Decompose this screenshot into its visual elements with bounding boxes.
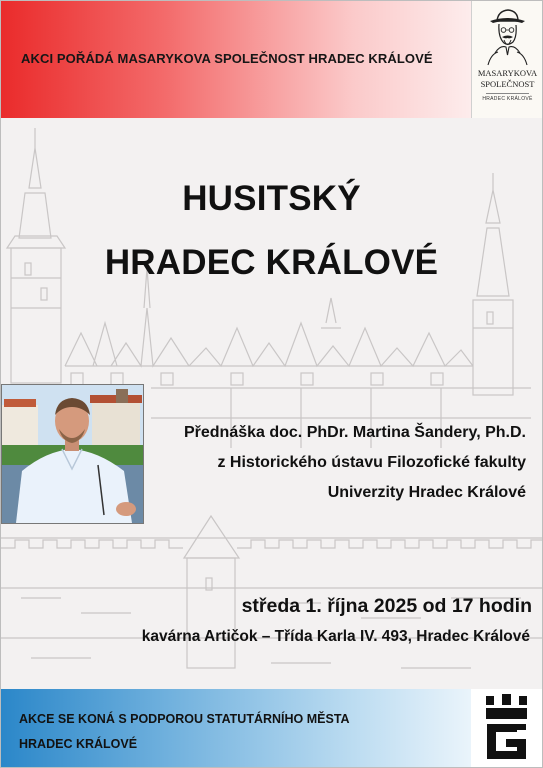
logo-text-line1: MASARYKOVA: [477, 68, 538, 78]
hradec-kralove-g-logo-icon: [482, 694, 531, 762]
masarykova-spolecnost-logo: [471, 1, 543, 118]
lecture-university-line: Univerzity Hradec Králové: [327, 484, 526, 501]
event-venue: kavárna Artičok – Třída Karla IV. 493, Hradec Králové: [141, 628, 530, 645]
event-title-line2: HRADEC KRÁLOVÉ: [104, 243, 439, 282]
support-banner: [1, 689, 471, 767]
masaryk-portrait-icon: [482, 7, 533, 67]
lecture-institute-line: z Historického ústavu Filozofické fakulty: [217, 454, 526, 471]
support-text-line1: AKCE SE KONÁ S PODPOROU STATUTÁRNÍHO MĚSTA: [19, 712, 350, 726]
lecture-speaker-line: Přednáška doc. PhDr. Martina Šandery, Ph.D.: [183, 424, 526, 441]
logo-divider: [486, 93, 529, 94]
event-title-line1: HUSITSKÝ: [182, 179, 361, 218]
logo-text-line3: HRADEC KRÁLOVÉ: [482, 96, 533, 102]
logo-text-line2: SPOLEČNOST: [480, 79, 535, 89]
speaker-photo-frame: [1, 384, 144, 524]
city-logo: [471, 689, 542, 767]
event-date-time: středa 1. října 2025 od 17 hodin: [241, 595, 532, 617]
organizer-text: AKCI POŘÁDÁ MASARYKOVA SPOLEČNOST HRADEC KRÁLOVÉ: [21, 51, 433, 66]
support-text-line2: HRADEC KRÁLOVÉ: [19, 737, 138, 751]
